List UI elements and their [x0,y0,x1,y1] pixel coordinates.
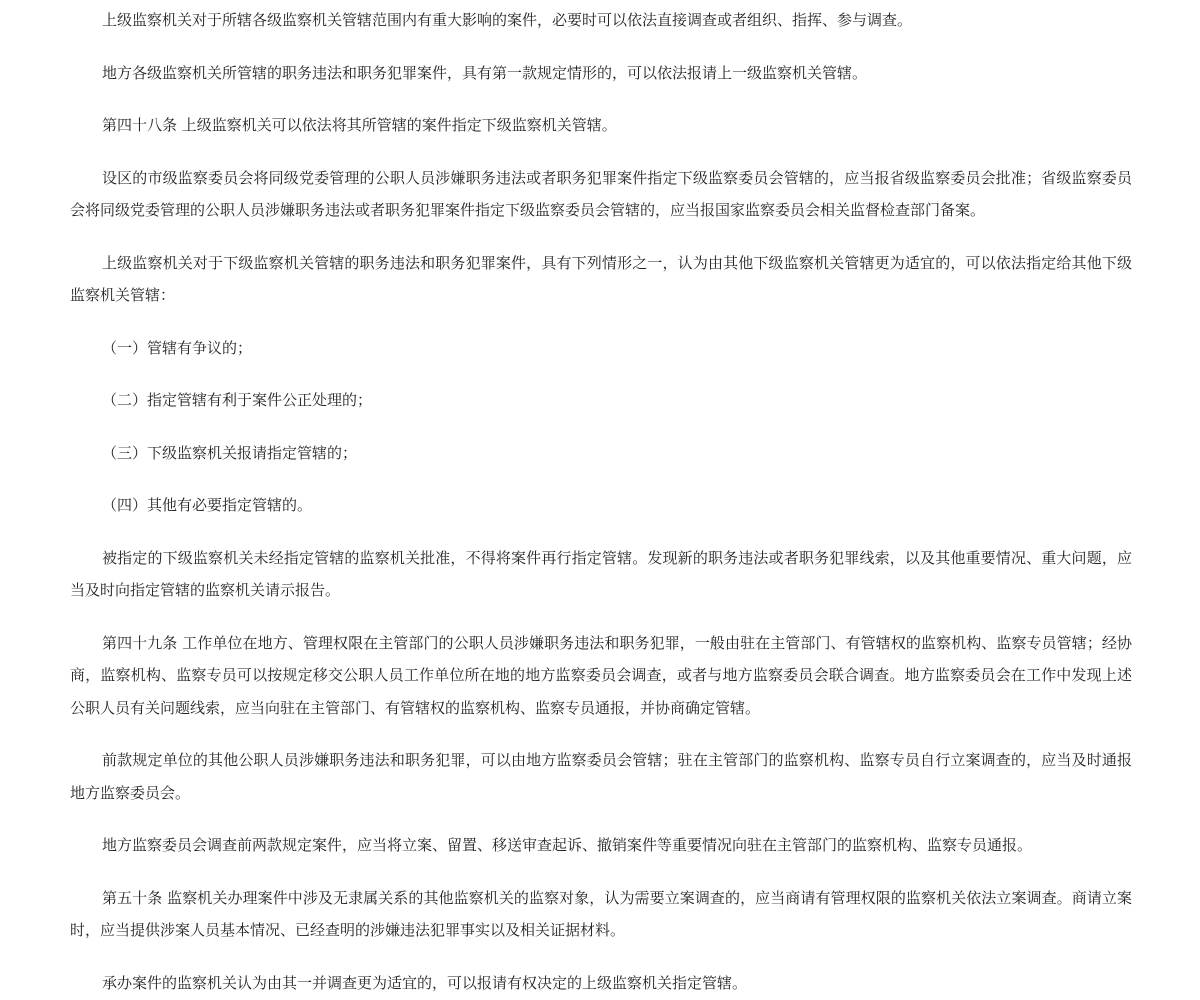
list-item: （三）下级监察机关报请指定管辖的； [102,443,358,462]
paragraph: 前款规定单位的其他公职人员涉嫌职务违法和职务犯罪，可以由地方监察委员会管辖；驻在主管部门的监察机构、监察专员自行立案调查的，应当及时通报地方监察委员会。 [70,751,1132,802]
paragraph-gap [70,947,1132,967]
paragraph-gap [70,364,1132,384]
paragraph: 被指定的下级监察机关未经指定管辖的监察机关批准，不得将案件再行指定管辖。发现新的职务违法或者职务犯罪线索，以及其他重要情况、重大问题，应当及时向指定管辖的监察机关请示报告。 [70,548,1132,599]
article-48-heading: 第四十八条 上级监察机关可以依法将其所管辖的案件指定下级监察机关管辖。 [102,116,617,134]
paragraph: 承办案件的监察机关认为由其一并调查更为适宜的，可以报请有权决定的上级监察机关指定管辖。 [102,973,748,992]
paragraph-gap [70,89,1132,109]
paragraph-gap [70,862,1132,882]
article-50-heading: 第五十条 监察机关办理案件中涉及无隶属关系的其他监察机关的监察对象，认为需要立案调查的，应当商请有管理权限的监察机关依法立案调查。商请立案时，应当提供涉案人员基本情况、已经查明的涉嫌违法犯罪事实以及相关证据材料。 [70,888,1132,939]
paragraph-gap [70,37,1132,57]
paragraph: 地方监察委员会调查前两款规定案件，应当将立案、留置、移送审查起诉、撤销案件等重要情况向驻在主管部门的监察机构、监察专员通报。 [102,836,1033,854]
paragraph: 地方各级监察机关所管辖的职务违法和职务犯罪案件，具有第一款规定情形的，可以依法报请上一级监察机关管辖。 [102,63,868,82]
paragraph-gap [70,142,1132,162]
paragraph-gap [70,469,1132,489]
paragraph: 上级监察机关对于下级监察机关管辖的职务违法和职务犯罪案件，具有下列情形之一，认为由其他下级监察机关管辖更为适宜的，可以依法指定给其他下级监察机关管辖： [70,253,1132,304]
paragraph-gap [70,809,1132,829]
paragraph: 上级监察机关对于所辖各级监察机关管辖范围内有重大影响的案件，必要时可以依法直接调查或者组织、指挥、参与调查。 [102,11,913,29]
paragraph-gap [70,227,1132,247]
list-item: （一）管辖有争议的； [102,338,253,357]
paragraph: 设区的市级监察委员会将同级党委管理的公职人员涉嫌职务违法或者职务犯罪案件指定下级监察委员会管辖的，应当报省级监察委员会批准；省级监察委员会将同级党委管理的公职人员涉嫌职务违法或者职务犯罪案件指定下级监察委员会管辖的，应当报国家监察委员会相关监督检查部门备案。 [70,168,1132,219]
paragraph-gap [70,607,1132,627]
paragraph-gap [70,417,1132,437]
paragraph-gap [70,312,1132,332]
paragraph-gap [70,522,1132,542]
list-item: （二）指定管辖有利于案件公正处理的； [102,391,373,409]
list-item: （四）其他有必要指定管辖的。 [102,496,313,514]
article-49-heading: 第四十九条 工作单位在地方、管理权限在主管部门的公职人员涉嫌职务违法和职务犯罪，一般由驻在主管部门、有管辖权的监察机构、监察专员管辖；经协商，监察机构、监察专员可以按规定移交公职人员工作单位所在地的地方监察委员会调查，或者与地方监察委员会联合调查。地方监察委员会在工作中发现上述公职人员有关问题线索，应当向驻在主管部门、有管辖权的监察机构、监察专员通报，并协商确定管辖。 [70,633,1132,717]
paragraph-gap [70,724,1132,744]
document-body [70,4,1132,999]
